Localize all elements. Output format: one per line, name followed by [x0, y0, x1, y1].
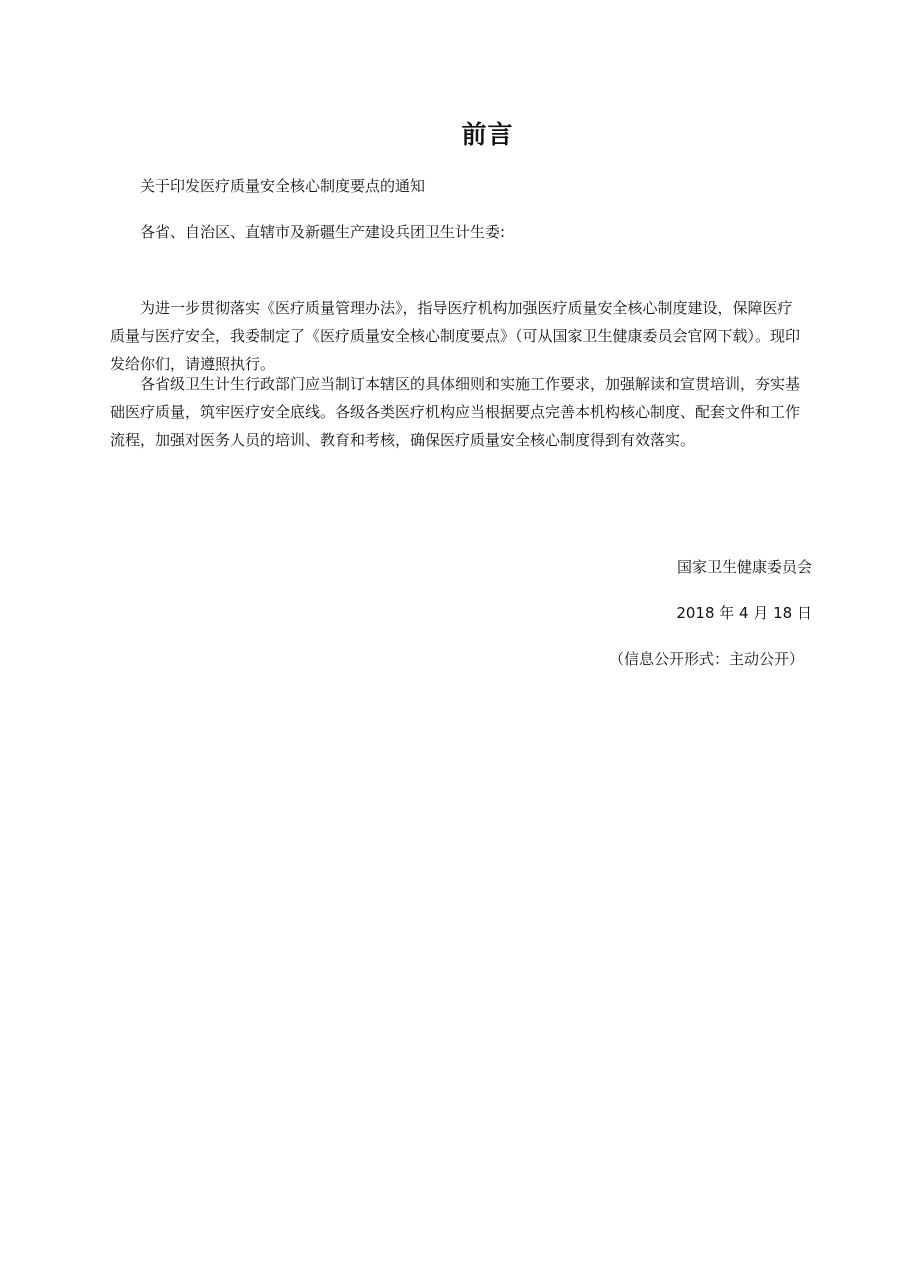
body-paragraph-2: 各省级卫生计生行政部门应当制订本辖区的具体细则和实施工作要求，加强解读和宣贯培训，夯实基础医疗质量，筑牢医疗安全底线。各级各类医疗机构应当根据要点完善本机构核心制度、配套文件和工作流程，加强对医务人员的培训、教育和考核，确保医疗质量安全核心制度得到有效落实。 — [110, 375, 801, 449]
signature-organization: 国家卫生健康委员会 — [676, 558, 812, 576]
disclosure-note: （信息公开形式：主动公开） — [608, 650, 804, 668]
signature-date: 2018 年 4 月 18 日 — [676, 604, 812, 622]
notice-title: 关于印发医疗质量安全核心制度要点的通知 — [140, 177, 426, 195]
body-paragraph-1: 为进一步贯彻落实《医疗质量管理办法》，指导医疗机构加强医疗质量安全核心制度建设，保障医疗质量与医疗安全，我委制定了《医疗质量安全核心制度要点》（可从国家卫生健康委员会官网下载）。现印发给你们，请遵照执行。 — [110, 299, 801, 373]
page-title: 前言 — [461, 120, 514, 149]
addressee-line: 各省、自治区、直辖市及新疆生产建设兵团卫生计生委: — [140, 223, 506, 241]
